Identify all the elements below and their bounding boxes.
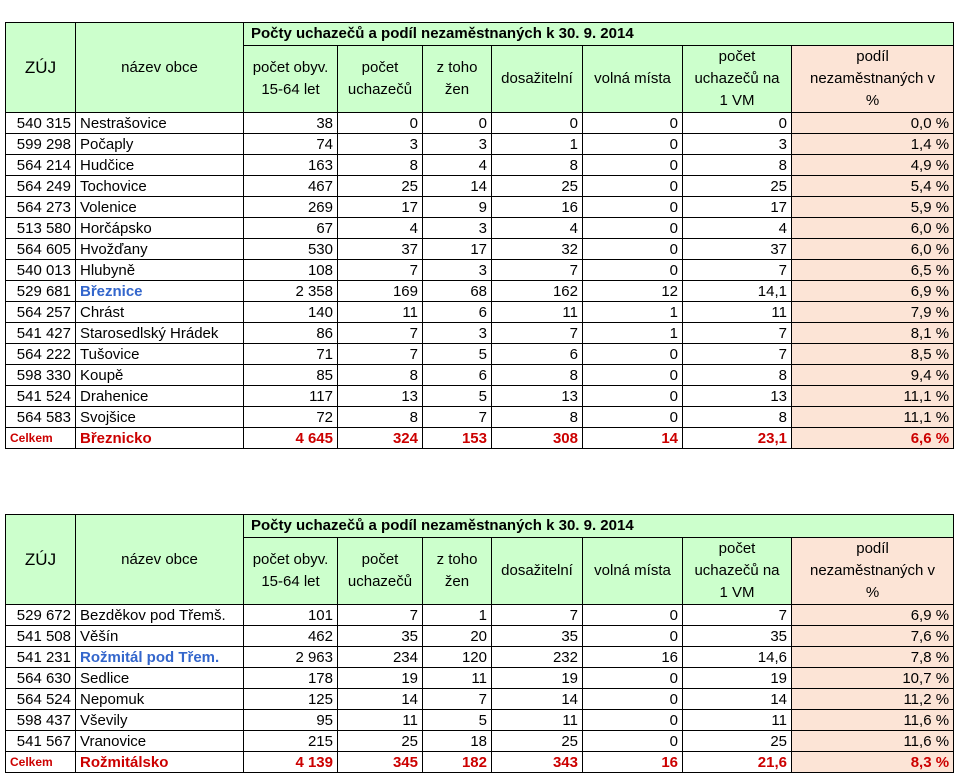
cell-name: Horčápsko: [76, 218, 244, 239]
cell-dos: 25: [492, 731, 583, 752]
header-line: žen: [444, 81, 470, 98]
cell-zen: 6: [423, 365, 492, 386]
cell-zen: 11: [423, 668, 492, 689]
cell-vol: 1: [583, 323, 683, 344]
cell-uch: 14: [338, 689, 423, 710]
cell-zen: 20: [423, 626, 492, 647]
cell-vol: 0: [583, 386, 683, 407]
cell-zuj: 564 257: [6, 302, 76, 323]
table-row: [6, 302, 954, 323]
cell-zuj: 564 273: [6, 197, 76, 218]
cell-pop: 86: [244, 323, 338, 344]
header-line: podíl: [856, 48, 889, 65]
cell-name: Rožmitál pod Třem.: [76, 647, 244, 668]
header-line: 15-64 let: [261, 573, 320, 590]
cell-pod: 7,6 %: [792, 626, 954, 647]
table-row: [6, 668, 954, 689]
cell-vol: 16: [583, 647, 683, 668]
header-pod: [792, 538, 954, 605]
cell-uch: 7: [338, 260, 423, 281]
cell-pop: 462: [244, 626, 338, 647]
cell-name: Vševily: [76, 710, 244, 731]
cell-uch: 7: [338, 605, 423, 626]
cell-zen: 3: [423, 323, 492, 344]
cell-zen: 120: [423, 647, 492, 668]
cell-pop: 101: [244, 605, 338, 626]
cell-zuj: 564 524: [6, 689, 76, 710]
cell-pop: 38: [244, 113, 338, 134]
cell-name: Volenice: [76, 197, 244, 218]
cell-na: 37: [683, 239, 792, 260]
header-line: počet: [718, 540, 756, 557]
cell-zuj: 598 330: [6, 365, 76, 386]
cell-zen: 5: [423, 710, 492, 731]
table-row: [6, 197, 954, 218]
cell-name: Věšín: [76, 626, 244, 647]
cell-name: Hlubyně: [76, 260, 244, 281]
cell-dos: 11: [492, 710, 583, 731]
header-line: uchazečů: [347, 573, 413, 590]
cell-pop: 85: [244, 365, 338, 386]
cell-na: 11: [683, 302, 792, 323]
cell-na: 11: [683, 710, 792, 731]
total-uch: 324: [338, 428, 423, 449]
cell-dos: 13: [492, 386, 583, 407]
cell-pod: 9,4 %: [792, 365, 954, 386]
cell-zen: 3: [423, 134, 492, 155]
cell-uch: 0: [338, 113, 423, 134]
cell-pod: 8,5 %: [792, 344, 954, 365]
cell-dos: 11: [492, 302, 583, 323]
cell-uch: 13: [338, 386, 423, 407]
header-zuj: ZÚJ: [6, 23, 76, 113]
cell-pop: 71: [244, 344, 338, 365]
cell-vol: 0: [583, 605, 683, 626]
cell-zen: 7: [423, 689, 492, 710]
cell-pop: 95: [244, 710, 338, 731]
cell-na: 7: [683, 323, 792, 344]
cell-pop: 74: [244, 134, 338, 155]
cell-vol: 0: [583, 731, 683, 752]
total-dos: 308: [492, 428, 583, 449]
header-line: %: [865, 92, 880, 109]
cell-na: 8: [683, 155, 792, 176]
cell-name: Chrást: [76, 302, 244, 323]
total-pod: 6,6 %: [792, 428, 954, 449]
cell-name: Bezděkov pod Třemš.: [76, 605, 244, 626]
cell-na: 3: [683, 134, 792, 155]
table-row: [6, 134, 954, 155]
cell-zuj: 564 605: [6, 239, 76, 260]
cell-vol: 0: [583, 134, 683, 155]
cell-dos: 0: [492, 113, 583, 134]
table-row: [6, 689, 954, 710]
header-line: počet: [361, 59, 399, 76]
total-uch: 345: [338, 752, 423, 773]
cell-zen: 14: [423, 176, 492, 197]
cell-na: 8: [683, 407, 792, 428]
cell-zuj: 529 681: [6, 281, 76, 302]
cell-pod: 11,1 %: [792, 386, 954, 407]
total-row: [6, 752, 954, 773]
cell-na: 13: [683, 386, 792, 407]
header-line: počet: [718, 48, 756, 65]
header-line: podíl: [856, 540, 889, 557]
cell-uch: 234: [338, 647, 423, 668]
table-row: [6, 731, 954, 752]
cell-pod: 11,2 %: [792, 689, 954, 710]
cell-pop: 269: [244, 197, 338, 218]
cell-zuj: 541 231: [6, 647, 76, 668]
cell-vol: 0: [583, 155, 683, 176]
header-dos: dosažitelní: [492, 46, 583, 113]
table-row: [6, 323, 954, 344]
header-name: název obce: [76, 515, 244, 605]
header-line: 1 VM: [719, 584, 755, 601]
cell-uch: 7: [338, 323, 423, 344]
cell-vol: 0: [583, 176, 683, 197]
cell-name: Koupě: [76, 365, 244, 386]
cell-uch: 11: [338, 302, 423, 323]
cell-na: 17: [683, 197, 792, 218]
table-title: Počty uchazečů a podíl nezaměstnaných k 30. 9. 2014: [244, 515, 954, 538]
cell-uch: 3: [338, 134, 423, 155]
table-row: [6, 647, 954, 668]
cell-vol: 0: [583, 260, 683, 281]
cell-vol: 0: [583, 197, 683, 218]
cell-uch: 25: [338, 731, 423, 752]
cell-zuj: 598 437: [6, 710, 76, 731]
header-line: nezaměstnaných v: [809, 70, 936, 87]
cell-zuj: 564 583: [6, 407, 76, 428]
header-pop: [244, 538, 338, 605]
cell-pop: 108: [244, 260, 338, 281]
cell-pod: 6,0 %: [792, 218, 954, 239]
header-na: [683, 538, 792, 605]
cell-dos: 14: [492, 689, 583, 710]
cell-pop: 163: [244, 155, 338, 176]
table-title: Počty uchazečů a podíl nezaměstnaných k 30. 9. 2014: [244, 23, 954, 46]
cell-vol: 0: [583, 365, 683, 386]
cell-na: 25: [683, 176, 792, 197]
total-zuj: Celkem: [6, 428, 76, 449]
header-line: 1 VM: [719, 92, 755, 109]
table-row: [6, 365, 954, 386]
cell-vol: 12: [583, 281, 683, 302]
total-name: Rožmitálsko: [76, 752, 244, 773]
total-pop: 4 139: [244, 752, 338, 773]
cell-vol: 0: [583, 689, 683, 710]
cell-zuj: 541 427: [6, 323, 76, 344]
cell-na: 4: [683, 218, 792, 239]
cell-zuj: 541 508: [6, 626, 76, 647]
cell-pop: 178: [244, 668, 338, 689]
cell-uch: 8: [338, 407, 423, 428]
cell-pop: 215: [244, 731, 338, 752]
cell-zen: 5: [423, 386, 492, 407]
cell-pod: 5,9 %: [792, 197, 954, 218]
cell-na: 14,6: [683, 647, 792, 668]
header-line: žen: [444, 573, 470, 590]
cell-na: 35: [683, 626, 792, 647]
cell-na: 8: [683, 365, 792, 386]
cell-dos: 7: [492, 605, 583, 626]
table-row: [6, 344, 954, 365]
table-row: [6, 155, 954, 176]
cell-vol: 0: [583, 344, 683, 365]
header-zen: [423, 46, 492, 113]
header-line: 15-64 let: [261, 81, 320, 98]
cell-pod: 7,8 %: [792, 647, 954, 668]
header-zen: [423, 538, 492, 605]
total-pop: 4 645: [244, 428, 338, 449]
cell-na: 14: [683, 689, 792, 710]
cell-uch: 25: [338, 176, 423, 197]
cell-zuj: 540 315: [6, 113, 76, 134]
cell-dos: 7: [492, 323, 583, 344]
cell-name: Nestrašovice: [76, 113, 244, 134]
cell-na: 19: [683, 668, 792, 689]
cell-dos: 4: [492, 218, 583, 239]
total-zen: 153: [423, 428, 492, 449]
table-row: [6, 626, 954, 647]
cell-uch: 8: [338, 155, 423, 176]
header-line: uchazečů na: [694, 562, 780, 579]
cell-pop: 467: [244, 176, 338, 197]
cell-pod: 7,9 %: [792, 302, 954, 323]
cell-zuj: 564 249: [6, 176, 76, 197]
cell-zuj: 564 630: [6, 668, 76, 689]
cell-pop: 125: [244, 689, 338, 710]
cell-zen: 3: [423, 218, 492, 239]
cell-pod: 11,6 %: [792, 731, 954, 752]
header-line: počet: [361, 551, 399, 568]
header-na: [683, 46, 792, 113]
cell-name: Sedlice: [76, 668, 244, 689]
header-line: uchazečů: [347, 81, 413, 98]
cell-zuj: 513 580: [6, 218, 76, 239]
cell-vol: 1: [583, 302, 683, 323]
cell-name: Tušovice: [76, 344, 244, 365]
header-pod: [792, 46, 954, 113]
cell-uch: 19: [338, 668, 423, 689]
cell-zen: 68: [423, 281, 492, 302]
cell-dos: 1: [492, 134, 583, 155]
cell-uch: 17: [338, 197, 423, 218]
cell-dos: 35: [492, 626, 583, 647]
table-row: [6, 239, 954, 260]
cell-name: Hudčice: [76, 155, 244, 176]
cell-pop: 67: [244, 218, 338, 239]
total-na: 21,6: [683, 752, 792, 773]
table-row: [6, 113, 954, 134]
cell-zen: 7: [423, 407, 492, 428]
total-pod: 8,3 %: [792, 752, 954, 773]
cell-zen: 0: [423, 113, 492, 134]
cell-dos: 232: [492, 647, 583, 668]
cell-na: 7: [683, 344, 792, 365]
total-vol: 14: [583, 428, 683, 449]
unemployment-table: [5, 514, 954, 773]
cell-na: 7: [683, 605, 792, 626]
cell-name: Vranovice: [76, 731, 244, 752]
cell-pop: 2 358: [244, 281, 338, 302]
cell-pod: 6,0 %: [792, 239, 954, 260]
cell-zen: 17: [423, 239, 492, 260]
cell-uch: 7: [338, 344, 423, 365]
cell-na: 0: [683, 113, 792, 134]
cell-dos: 7: [492, 260, 583, 281]
cell-zen: 6: [423, 302, 492, 323]
header-name: název obce: [76, 23, 244, 113]
table-row: [6, 407, 954, 428]
table-row: [6, 386, 954, 407]
cell-dos: 25: [492, 176, 583, 197]
cell-dos: 162: [492, 281, 583, 302]
cell-pod: 11,6 %: [792, 710, 954, 731]
cell-pod: 11,1 %: [792, 407, 954, 428]
cell-zuj: 599 298: [6, 134, 76, 155]
cell-zen: 9: [423, 197, 492, 218]
cell-zuj: 541 567: [6, 731, 76, 752]
cell-vol: 0: [583, 218, 683, 239]
cell-vol: 0: [583, 113, 683, 134]
cell-pod: 4,9 %: [792, 155, 954, 176]
total-dos: 343: [492, 752, 583, 773]
header-line: %: [865, 584, 880, 601]
cell-pod: 10,7 %: [792, 668, 954, 689]
cell-vol: 0: [583, 626, 683, 647]
cell-dos: 8: [492, 365, 583, 386]
cell-zuj: 564 222: [6, 344, 76, 365]
cell-name: Nepomuk: [76, 689, 244, 710]
table-row: [6, 260, 954, 281]
total-zen: 182: [423, 752, 492, 773]
cell-pop: 2 963: [244, 647, 338, 668]
table-row: [6, 605, 954, 626]
cell-dos: 6: [492, 344, 583, 365]
cell-zuj: 541 524: [6, 386, 76, 407]
cell-name: Drahenice: [76, 386, 244, 407]
cell-name: Svojšice: [76, 407, 244, 428]
cell-dos: 32: [492, 239, 583, 260]
header-dos: dosažitelní: [492, 538, 583, 605]
table-row: [6, 710, 954, 731]
cell-zuj: 564 214: [6, 155, 76, 176]
header-line: z toho: [436, 59, 478, 76]
cell-pod: 6,5 %: [792, 260, 954, 281]
header-vol: volná místa: [583, 538, 683, 605]
total-name: Březnicko: [76, 428, 244, 449]
cell-zuj: 529 672: [6, 605, 76, 626]
cell-uch: 37: [338, 239, 423, 260]
table-row: [6, 281, 954, 302]
cell-zen: 3: [423, 260, 492, 281]
cell-zen: 1: [423, 605, 492, 626]
cell-vol: 0: [583, 239, 683, 260]
header-line: počet obyv.: [252, 59, 329, 76]
total-row: [6, 428, 954, 449]
table-row: [6, 176, 954, 197]
header-pop: [244, 46, 338, 113]
cell-na: 25: [683, 731, 792, 752]
cell-pod: 0,0 %: [792, 113, 954, 134]
cell-pop: 140: [244, 302, 338, 323]
table-row: [6, 218, 954, 239]
cell-pod: 6,9 %: [792, 281, 954, 302]
cell-dos: 8: [492, 155, 583, 176]
unemployment-table: [5, 22, 954, 449]
cell-pop: 72: [244, 407, 338, 428]
cell-zen: 4: [423, 155, 492, 176]
header-uch: [338, 46, 423, 113]
cell-uch: 8: [338, 365, 423, 386]
cell-vol: 0: [583, 668, 683, 689]
total-vol: 16: [583, 752, 683, 773]
header-zuj: ZÚJ: [6, 515, 76, 605]
cell-dos: 19: [492, 668, 583, 689]
cell-name: Březnice: [76, 281, 244, 302]
header-line: nezaměstnaných v: [809, 562, 936, 579]
cell-pod: 6,9 %: [792, 605, 954, 626]
cell-na: 14,1: [683, 281, 792, 302]
header-line: uchazečů na: [694, 70, 780, 87]
cell-dos: 8: [492, 407, 583, 428]
cell-na: 7: [683, 260, 792, 281]
cell-uch: 169: [338, 281, 423, 302]
cell-pod: 8,1 %: [792, 323, 954, 344]
cell-pop: 530: [244, 239, 338, 260]
header-vol: volná místa: [583, 46, 683, 113]
cell-zuj: 540 013: [6, 260, 76, 281]
cell-vol: 0: [583, 407, 683, 428]
cell-name: Počaply: [76, 134, 244, 155]
total-na: 23,1: [683, 428, 792, 449]
cell-name: Starosedlský Hrádek: [76, 323, 244, 344]
cell-dos: 16: [492, 197, 583, 218]
cell-uch: 11: [338, 710, 423, 731]
cell-name: Hvožďany: [76, 239, 244, 260]
cell-vol: 0: [583, 710, 683, 731]
total-zuj: Celkem: [6, 752, 76, 773]
cell-pod: 5,4 %: [792, 176, 954, 197]
cell-pod: 1,4 %: [792, 134, 954, 155]
cell-pop: 117: [244, 386, 338, 407]
cell-uch: 35: [338, 626, 423, 647]
header-line: počet obyv.: [252, 551, 329, 568]
cell-name: Tochovice: [76, 176, 244, 197]
cell-uch: 4: [338, 218, 423, 239]
header-line: z toho: [436, 551, 478, 568]
header-uch: [338, 538, 423, 605]
cell-zen: 18: [423, 731, 492, 752]
cell-zen: 5: [423, 344, 492, 365]
